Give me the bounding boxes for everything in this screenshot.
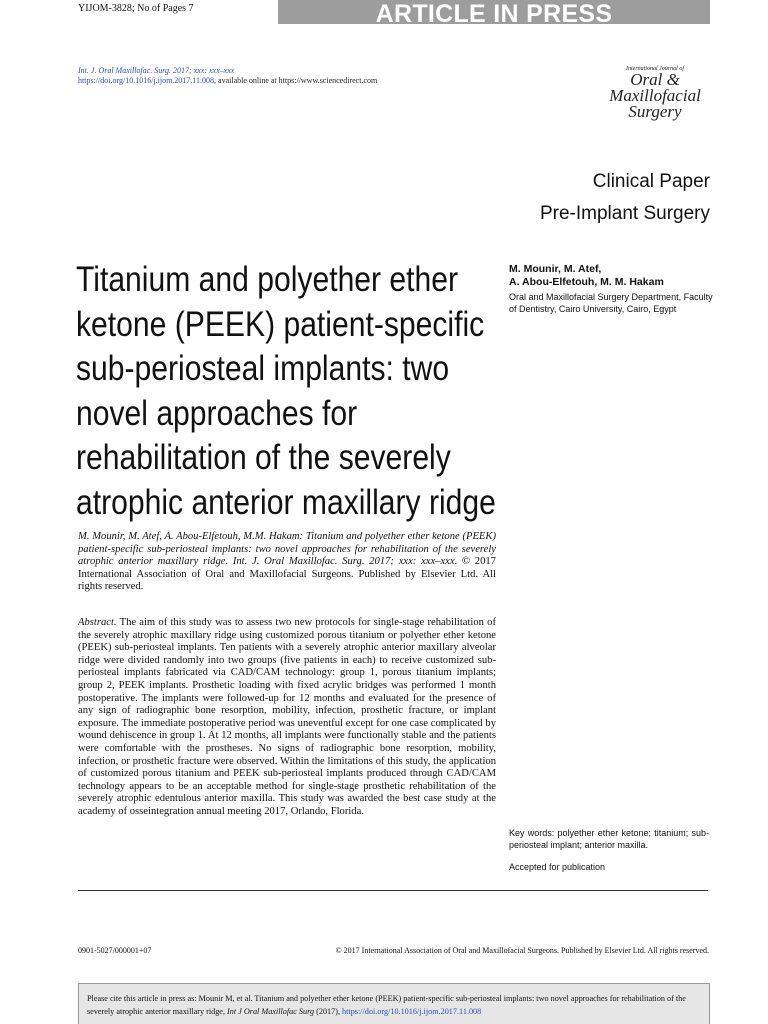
accepted-note: Accepted for publication — [509, 862, 606, 872]
citation-paragraph — [78, 531, 496, 594]
doi-link[interactable]: https://doi.org/10.1016/j.ijom.2017.11.008 — [78, 76, 215, 85]
title-line: novel approaches for — [76, 393, 358, 433]
cite-year: (2017), — [314, 1007, 343, 1016]
journal-logo-line2: Oral & — [630, 70, 680, 89]
footer-divider — [78, 890, 708, 891]
section-type: Clinical Paper — [592, 171, 710, 192]
document-id: YIJOM-3828; No of Pages 7 — [78, 3, 194, 14]
title-line: Titanium and polyether ether — [76, 260, 459, 299]
journal-logo-line1: International Journal of — [626, 66, 684, 72]
citation-copyright: © 2017 International Association of Oral and Maxillofacial Surgeons. Published by Elsevier Ltd. All rights reserved. — [78, 556, 496, 593]
authors-line-2: A. Abou-Elfetouh, M. M. Hakam — [509, 276, 664, 288]
citation-italic: M. Mounir, M. Atef, A. Abou-Elfetouh, M.M. Hakam: Titanium and polyether ether ketone (PEEK) patient-specific sub-periosteal implants: two novel approaches for rehabilitation of the severely atrophic anterior maxillary ridge. Int. J. Oral Maxillofac. Surg. 2017; xxx: xxx–xxx. — [78, 531, 496, 568]
article-in-press-label: ARTICLE IN PRESS — [375, 0, 613, 28]
issn-code: 0901-5027/000001+07 — [78, 946, 152, 955]
title-line: sub-periosteal implants: two — [76, 349, 450, 388]
footer-copyright: © 2017 International Association of Oral and Maxillofacial Surgeons. Published by Elsevier Ltd. All rights reserved. — [335, 946, 709, 955]
journal-logo-line4: Surgery — [628, 102, 682, 121]
cite-doi-link[interactable]: https://doi.org/10.1016/j.ijom.2017.11.008 — [342, 1007, 482, 1016]
article-title — [76, 258, 496, 525]
affiliation: Oral and Maxillofacial Surgery Department, Faculty of Dentistry, Cairo University, Cairo, Egypt — [509, 292, 713, 314]
title-line: rehabilitation of the severely — [76, 438, 451, 477]
article-in-press-banner — [278, 0, 710, 28]
title-line: atrophic anterior maxillary ridge — [76, 482, 496, 522]
section-heading — [540, 166, 710, 230]
authors-line-1: M. Mounir, M. Atef, — [509, 263, 602, 275]
top-bar — [0, 0, 768, 28]
title-line: ketone (PEEK) patient-specific — [76, 304, 485, 344]
online-availability: , available online at https://www.sciencedirect.com — [214, 76, 378, 85]
journal-logo — [600, 66, 710, 120]
cite-journal: Int J Oral Maxillofac Surg — [227, 1007, 315, 1016]
journal-citation: Int. J. Oral Maxillofac. Surg. 2017; xxx: xxx–xxx — [78, 66, 235, 75]
authors-block — [509, 263, 714, 315]
cite-prefix: Please cite this article in press as: Mounir M, et al. Titanium and polyether ether ketone (PEEK) patient-specific sub-periosteal implants: two novel approaches for rehabilitation of the severely atrophic anterior maxillary ridge, — [87, 994, 686, 1016]
abstract-text: The aim of this study was to assess two new protocols for single-stage rehabilitation of the severely atrophic maxillary ridge using customized porous titanium or polyether ether ketone (PEEK) sub-periosteal implants. Ten patients with a severely atrophic anterior maxillary alveolar ridge were divided randomly into two groups (five patients in each) to receive customized sub-periosteal implants fabricated via CAD/CAM technology: group 1, porous titanium implants; group 2, PEEK implants. Prosthetic loading with fixed acrylic bridges was performed 1 month postoperative. The implants were followed-up for 12 months and evaluated for the presence of any sign of radiographic bone resorption, mobility, infection, prosthetic fracture, or implant exposure. The immediate postoperative period was uneventful except for one case complicated by wound dehiscence in group 1. At 12 months, all implants were functionally stable and the patients were comfortable with the prostheses. No signs of radiographic bone resorption, mobility, infection, or prosthetic fracture were observed. Within the limitations of this study, the application of customized porous titanium and PEEK sub-periosteal implants produced through CAD/CAM technology appears to be an acceptable method for single-stage prosthetic rehabilitation of the severely atrophic edentulous anterior maxilla. This study was awarded the best case study at the academy of osseintegration annual meeting 2017, Orlando, Florida. — [78, 617, 496, 817]
journal-reference — [78, 66, 377, 86]
cite-notice-box — [78, 983, 710, 1024]
abstract-label: Abstract. — [78, 617, 117, 628]
keywords: Key words: polyether ether ketone; titanium; sub-periosteal implant; anterior maxilla. — [509, 828, 709, 850]
section-subtype: Pre-Implant Surgery — [539, 203, 710, 224]
abstract — [78, 617, 496, 819]
journal-logo-line3: Maxillofacial — [609, 86, 701, 105]
